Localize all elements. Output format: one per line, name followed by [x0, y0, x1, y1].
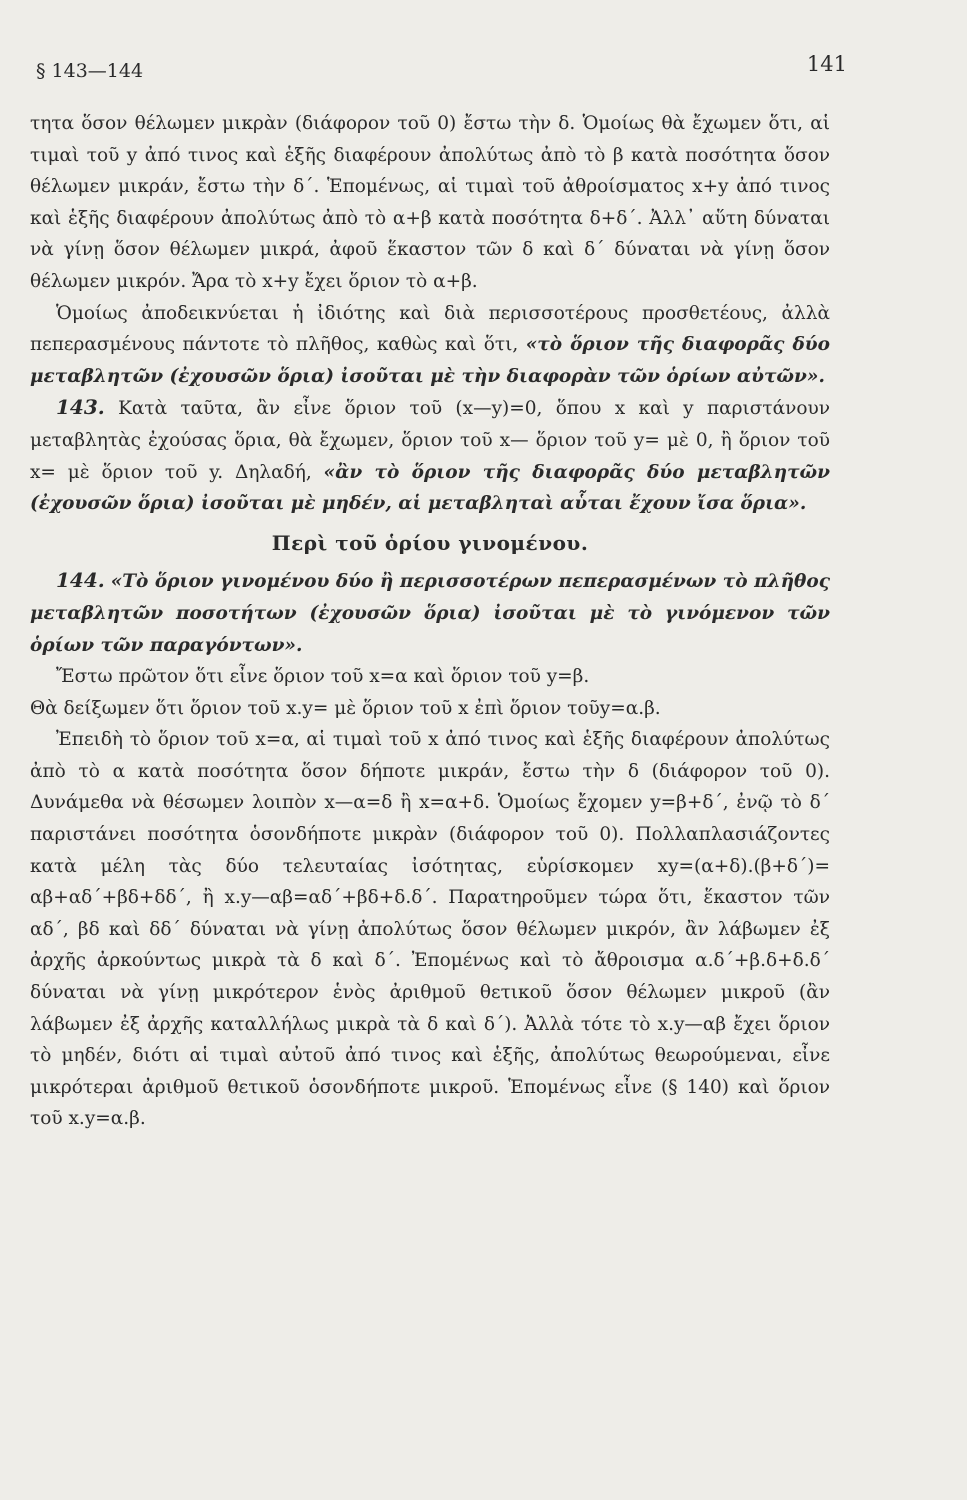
theorem-equal-limits: «ἂν τὸ ὅριον τῆς διαφορᾶς δύο μεταβλητῶν (ἐχουσῶν ὅρια) ἰσοῦται μὲ μηδέν, αἱ μεταβληταὶ αὗται ἔχουν ἴσα ὅρια». [30, 461, 830, 515]
page-body [30, 108, 830, 1135]
theorem-difference: «τὸ ὅριον τῆς διαφορᾶς δύο μεταβλητῶν (ἐχουσῶν ὅρια) ἰσοῦται μὲ τὴν διαφορὰν τῶν ὁρίων αὐτῶν». [30, 334, 830, 387]
page-header [36, 52, 847, 82]
section-number-144: 144. [56, 568, 105, 593]
paragraph-text: Ὁμοίως ἀποδεικνύεται ἡ ἰδιότης καὶ διὰ περισσοτέρους προσθετέους, ἀλλὰ πεπερασμένους πάντοτε τὸ πλῆθος, καθὼς καὶ ὅτι, [30, 302, 830, 356]
paragraph-144 [30, 565, 830, 661]
section-range: § 143—144 [36, 60, 144, 82]
paragraph-143 [30, 392, 830, 519]
section-number-143: 143. [56, 395, 105, 420]
theorem-product: «Τὸ ὅριον γινομένου δύο ἢ περισσοτέρων πεπερασμένων τὸ πλῆθος μεταβλητῶν ποσοτήτων (ἐχουσῶν ὅρια) ἰσοῦται μὲ τὸ γινόμενον τῶν ὁρίων τῶν παραγόντων». [30, 571, 830, 656]
paragraph-show: Θὰ δείξωμεν ὅτι ὅριον τοῦ x.y= μὲ ὅριον τοῦ x ἐπὶ ὅριον τοῦy=α.β. [30, 697, 661, 719]
paragraph-proof: Ἐπειδὴ τὸ ὅριον τοῦ x=α, αἱ τιμαὶ τοῦ x ἀπό τινος καὶ ἑξῆς διαφέρουν ἀπολύτως ἀπὸ τὸ α κατὰ ποσότητα ὅσον δήποτε μικράν, ἔστω τὴν δ (διάφορον τοῦ 0). Δυνάμεθα νὰ θέσωμεν λοιπὸν x—α=δ ἢ x=α+δ. Ὁμοίως ἔχομεν y=β+δ΄, ἐνῷ τὸ δ΄ παριστάνει ποσότητα ὁσονδήποτε μικρὰν (διάφορον τοῦ 0). Πολλαπλασιάζοντες κατὰ μέλη τὰς δύο τελευταίας ἰσότητας, εὑρίσκομεν xy=(α+δ).(β+δ΄)= αβ+αδ΄+βδ+δδ΄, ἢ x.y—αβ=αδ΄+βδ+δ.δ΄. Παρατηροῦμεν τώρα ὅτι, ἕκαστον τῶν αδ΄, βδ καὶ δδ΄ δύναται νὰ γίνῃ ἀπολύτως ὅσον θέλωμεν μικρόν, ἂν λάβωμεν ἐξ ἀρχῆς ἀρκούντως μικρὰ τὰ δ καὶ δ΄. Ἐπομένως καὶ τὸ ἄθροισμα α.δ΄+β.δ+δ.δ΄ δύναται νὰ γίνῃ μικρότερον ἑνὸς ἀριθμοῦ θετικοῦ ὅσον θέλωμεν μικροῦ (ἂν λάβωμεν ἐξ ἀρχῆς καταλλήλως μικρὰ τὰ δ καὶ δ΄). Ἀλλὰ τότε τὸ x.y—αβ ἔχει ὅριον τὸ μηδέν, διότι αἱ τιμαὶ αὐτοῦ ἀπό τινος καὶ ἑξῆς, ἀπολύτως θεωρούμεναι, εἶνε μικρότεραι ἀριθμοῦ θετικοῦ ὁσονδήποτε μικροῦ. Ἑπομένως εἶνε (§ 140) καὶ ὅριον τοῦ x.y=α.β. [30, 729, 830, 1130]
paragraph-text: Κατὰ ταῦτα, ἂν εἶνε ὅριον τοῦ (x—y)=0, ὅπου x καὶ y παριστάνουν μεταβλητὰς ἐχούσας ὅρια, θὰ ἔχωμεν, ὅριον τοῦ x— ὅριον τοῦ y= μὲ 0, ἢ ὅριον τοῦ x= μὲ ὅριον τοῦ y. Δηλαδή, [30, 398, 830, 483]
paragraph-assume: Ἔστω πρῶτον ὅτι εἶνε ὅριον τοῦ x=α καὶ ὅριον τοῦ y=β. [56, 666, 590, 688]
paragraph-difference-rule [30, 298, 830, 393]
section-heading: Περὶ τοῦ ὁρίου γινομένου. [271, 530, 589, 555]
paragraph-continuation: τητα ὅσον θέλωμεν μικρὰν (διάφορον τοῦ 0) ἔστω τὴν δ. Ὁμοίως θὰ ἔχωμεν ὅτι, αἱ τιμαὶ τοῦ y ἀπό τινος καὶ ἑξῆς διαφέρουν ἀπολύτως ἀπὸ τὸ β κατὰ ποσότητα ὅσον θέλωμεν μικράν, ἔστω τὴν δ΄. Ἑπομένως, αἱ τιμαὶ τοῦ ἀθροίσματος x+y ἀπό τινος καὶ ἑξῆς διαφέρουν ἀπολύτως ἀπὸ τὸ α+β κατὰ ποσότητα δ+δ΄. Ἀλλ᾽ αὕτη δύναται νὰ γίνῃ ὅσον θέλωμεν μικρά, ἀφοῦ ἕκαστον τῶν δ καὶ δ΄ δύναται νὰ γίνῃ ὅσον θέλωμεν μικρόν. Ἄρα τὸ x+y ἔχει ὅριον τὸ α+β. [30, 113, 830, 292]
page-number: 141 [806, 52, 847, 76]
